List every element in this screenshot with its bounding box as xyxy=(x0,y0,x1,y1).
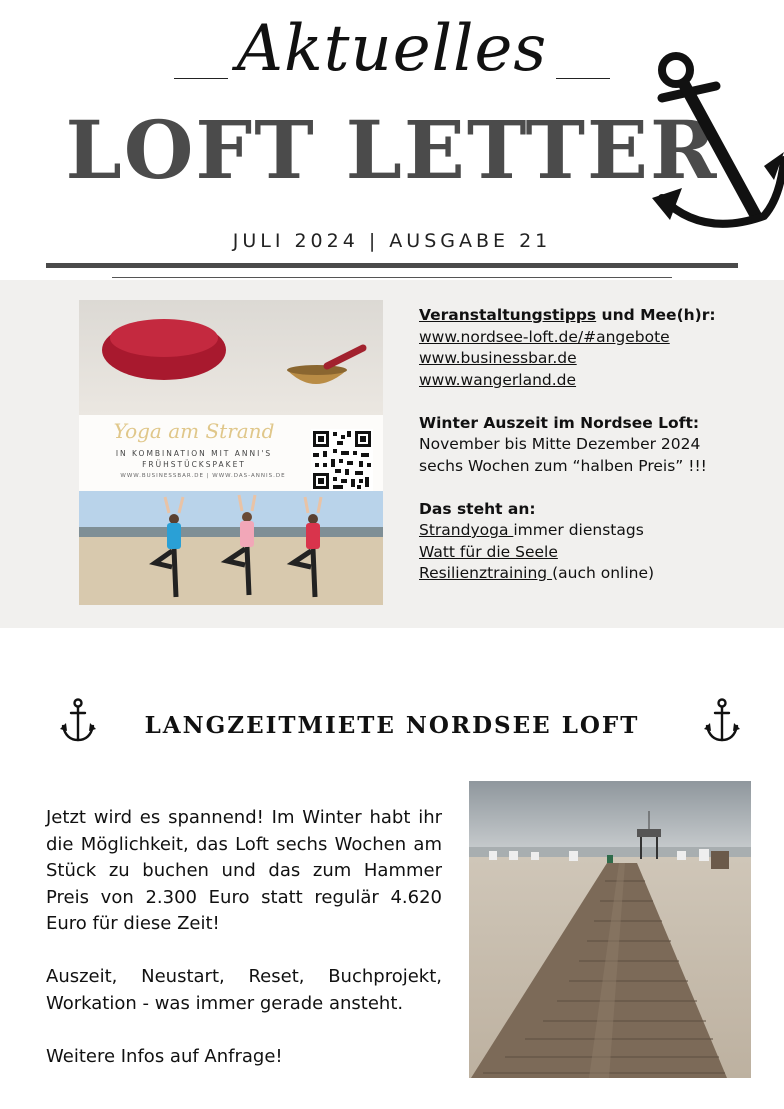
header-rule-thick xyxy=(46,263,738,268)
cushion-bowl-photo xyxy=(79,300,383,415)
link-businessbar[interactable]: www.businessbar.de xyxy=(419,349,577,367)
issue-line: JULI 2024 | AUSGABE 21 xyxy=(232,230,552,252)
event-link-resilienz[interactable]: Resilienztraining xyxy=(419,564,553,582)
newsletter-title: LOFT LETTER xyxy=(65,103,719,197)
event-item-strandyoga xyxy=(419,520,759,542)
yoga-flyer-subtitle-1: IN KOMBINATION MIT ANNI'S xyxy=(115,449,273,458)
boardwalk-photo xyxy=(469,781,751,1078)
qr-code-icon xyxy=(311,429,373,491)
link-wangerland[interactable]: www.wangerland.de xyxy=(419,370,577,389)
winter-line-1: November bis Mitte Dezember 2024 xyxy=(419,435,701,453)
yoga-flyer-subtitle-2: FRÜHSTÜCKSPAKET xyxy=(142,460,246,469)
events-heading: Das steht an: xyxy=(419,499,536,518)
event-item-watt xyxy=(419,542,759,564)
section-title: LANGZEITMIETE NORDSEE LOFT xyxy=(144,712,640,739)
section-body xyxy=(46,805,442,1070)
beach-yoga-photo xyxy=(79,491,383,605)
section-paragraph-2: Auszeit, Neustart, Reset, Buchprojekt, Workation - was immer gerade ansteht. xyxy=(46,966,442,1014)
section-paragraph-3: Weitere Infos auf Anfrage! xyxy=(46,1045,283,1067)
event-link-strandyoga[interactable]: Strandyoga xyxy=(419,521,514,539)
winter-line-2: sechs Wochen zum “halben Preis” !!! xyxy=(419,456,707,475)
section-paragraph-1: Jetzt wird es spannend! Im Winter habt ihr die Möglichkeit, das Loft sechs Wochen am Stück zu buchen und das zum Hammer Preis von 2.300 Euro statt regulär 4.620 Euro für diese Zeit! xyxy=(46,807,442,934)
event-detail-resilienz: (auch online) xyxy=(552,564,655,582)
event-link-watt[interactable]: Watt für die Seele xyxy=(419,542,558,561)
winter-heading: Winter Auszeit im Nordsee Loft: xyxy=(419,413,700,432)
yoga-flyer-websites: WWW.BUSINESSBAR.DE | WWW.DAS-ANNIS.DE xyxy=(120,473,286,479)
yoga-collage-image xyxy=(79,300,383,605)
link-nordsee-loft[interactable]: www.nordsee-loft.de/#angebote xyxy=(419,327,670,346)
info-column xyxy=(419,305,759,585)
header-rule-thin xyxy=(112,277,672,278)
tips-heading xyxy=(419,305,759,327)
yoga-flyer-title: Yoga am Strand xyxy=(113,419,275,443)
tips-heading-underlined: Veranstaltungstipps xyxy=(419,306,597,324)
tips-heading-rest: und Mee(h)r: xyxy=(596,306,716,324)
header-script-title: Aktuelles xyxy=(236,12,548,86)
event-detail-strandyoga: immer dienstags xyxy=(513,521,644,539)
event-item-resilienz xyxy=(419,563,759,585)
